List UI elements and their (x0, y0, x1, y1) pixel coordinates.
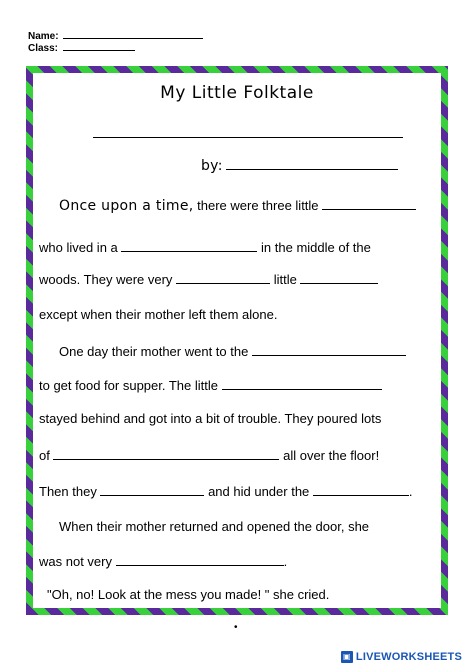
worksheet-frame (26, 66, 448, 615)
class-blank[interactable] (63, 40, 135, 51)
story-line-3 (39, 271, 378, 287)
story-text-11a: was not very (39, 554, 112, 569)
story-line-6 (39, 377, 382, 393)
blank-5[interactable] (252, 343, 406, 356)
watermark-text: LIVEWORKSHEETS (355, 650, 462, 663)
story-line-11 (39, 553, 287, 569)
story-text-9a: Then they (39, 484, 97, 499)
story-line-12 (47, 587, 329, 602)
story-text-3b: little (273, 272, 297, 287)
watermark (341, 651, 462, 663)
story-line-8 (39, 447, 379, 463)
blank-9[interactable] (313, 483, 409, 496)
story-text-4: except when their mother left them alone. (39, 307, 278, 322)
story-text-11b: . (283, 554, 288, 569)
worksheet-title: My Little Folktale (160, 83, 314, 103)
story-line-2 (39, 239, 371, 255)
story-text-8b: all over the floor! (283, 448, 380, 463)
blank-7[interactable] (53, 447, 279, 460)
story-line-10 (59, 519, 369, 534)
blank-2[interactable] (121, 239, 257, 252)
story-opening: Once upon a time, (59, 198, 194, 214)
footer-dot: • (234, 622, 238, 633)
story-text-10: When their mother returned and opened the door, she (59, 519, 370, 534)
title-blank-line (93, 125, 403, 141)
story-text-3a: woods. They were very (39, 272, 173, 287)
story-text-2b: in the middle of the (261, 240, 371, 255)
blank-4[interactable] (300, 271, 378, 284)
liveworksheets-logo-icon: ▣ (341, 651, 353, 663)
story-line-5 (59, 343, 406, 359)
by-line (201, 157, 398, 174)
blank-3[interactable] (176, 271, 270, 284)
title-blank[interactable] (93, 125, 403, 138)
story-text-1: there were three little (197, 198, 319, 213)
name-label: Name: (28, 31, 59, 42)
story-line-4 (39, 307, 277, 322)
story-text-6: to get food for supper. The little (39, 378, 218, 393)
story-text-7: stayed behind and got into a bit of trouble. They poured lots (39, 411, 382, 426)
name-blank[interactable] (63, 28, 203, 39)
class-label-line (28, 40, 135, 54)
blank-1[interactable] (322, 197, 416, 210)
story-text-9c: . (408, 484, 413, 499)
story-text-8a: of (39, 448, 50, 463)
story-text-5: One day their mother went to the (59, 344, 249, 359)
class-label: Class: (28, 43, 59, 54)
story-line-1 (59, 197, 416, 214)
story-text-2a: who lived in a (39, 240, 118, 255)
story-line-7 (39, 411, 381, 426)
story-text-12: "Oh, no! Look at the mess you made! " she cried. (47, 587, 330, 602)
blank-8[interactable] (100, 483, 204, 496)
story-text-9b: and hid under the (208, 484, 310, 499)
blank-10[interactable] (116, 553, 284, 566)
author-blank[interactable] (226, 157, 398, 170)
blank-6[interactable] (222, 377, 382, 390)
by-label: by: (201, 158, 223, 174)
story-line-9 (39, 483, 413, 499)
